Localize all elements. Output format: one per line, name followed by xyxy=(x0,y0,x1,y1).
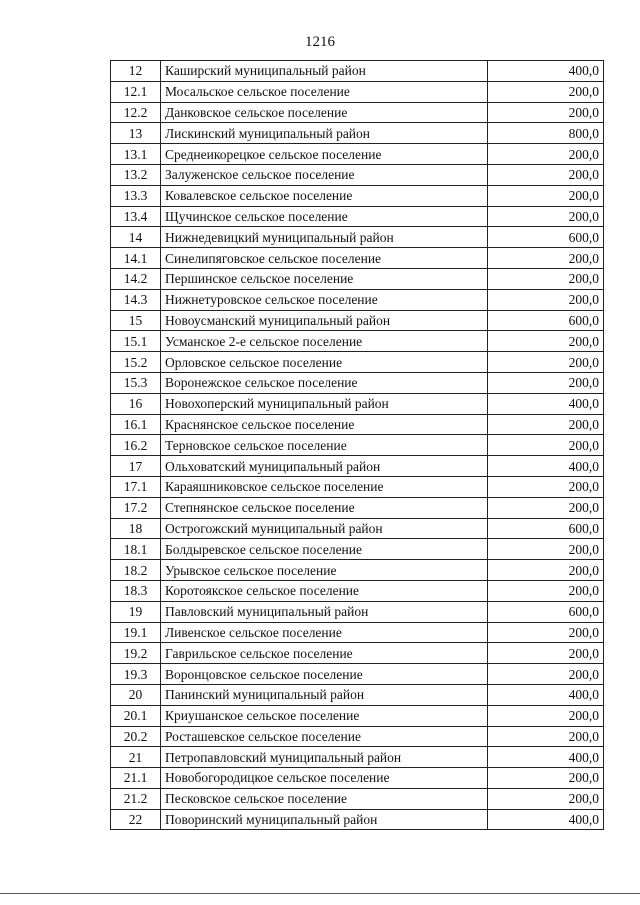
municipality-name-cell: Нижнедевицкий муниципальный район xyxy=(161,227,488,248)
table-row xyxy=(111,456,604,477)
amount-cell: 600,0 xyxy=(488,227,604,248)
municipality-name-cell: Краснянское сельское поселение xyxy=(161,414,488,435)
amount-cell: 400,0 xyxy=(488,456,604,477)
row-number-cell: 17.2 xyxy=(111,497,161,518)
municipality-name-cell: Новобогородицкое сельское поселение xyxy=(161,768,488,789)
table-row xyxy=(111,206,604,227)
row-number-cell: 15.1 xyxy=(111,331,161,352)
row-number-cell: 18 xyxy=(111,518,161,539)
municipality-name-cell: Орловское сельское поселение xyxy=(161,352,488,373)
municipality-name-cell: Болдыревское сельское поселение xyxy=(161,539,488,560)
row-number-cell: 13 xyxy=(111,123,161,144)
row-number-cell: 13.3 xyxy=(111,185,161,206)
municipality-name-cell: Залуженское сельское поселение xyxy=(161,164,488,185)
row-number-cell: 21 xyxy=(111,747,161,768)
table-row xyxy=(111,601,604,622)
amount-cell: 200,0 xyxy=(488,664,604,685)
municipality-name-cell: Поворинский муниципальный район xyxy=(161,809,488,830)
table-row xyxy=(111,372,604,393)
municipality-name-cell: Урывское сельское поселение xyxy=(161,560,488,581)
table-row xyxy=(111,393,604,414)
municipality-name-cell: Острогожский муниципальный район xyxy=(161,518,488,539)
table-row xyxy=(111,643,604,664)
amount-cell: 200,0 xyxy=(488,497,604,518)
row-number-cell: 16.1 xyxy=(111,414,161,435)
table-row xyxy=(111,102,604,123)
municipality-name-cell: Воронцовское сельское поселение xyxy=(161,664,488,685)
table-row xyxy=(111,539,604,560)
row-number-cell: 18.3 xyxy=(111,580,161,601)
table-row xyxy=(111,768,604,789)
table-row xyxy=(111,809,604,830)
municipality-name-cell: Криушанское сельское поселение xyxy=(161,705,488,726)
amount-cell: 600,0 xyxy=(488,601,604,622)
allocation-table xyxy=(110,60,604,830)
table-row xyxy=(111,476,604,497)
amount-cell: 800,0 xyxy=(488,123,604,144)
amount-cell: 200,0 xyxy=(488,414,604,435)
row-number-cell: 18.1 xyxy=(111,539,161,560)
row-number-cell: 19.3 xyxy=(111,664,161,685)
page-number: 1216 xyxy=(305,34,335,50)
row-number-cell: 21.1 xyxy=(111,768,161,789)
municipality-name-cell: Ливенское сельское поселение xyxy=(161,622,488,643)
municipality-name-cell: Гаврильское сельское поселение xyxy=(161,643,488,664)
row-number-cell: 14.2 xyxy=(111,268,161,289)
table-row xyxy=(111,310,604,331)
row-number-cell: 14.3 xyxy=(111,289,161,310)
amount-cell: 200,0 xyxy=(488,352,604,373)
row-number-cell: 13.4 xyxy=(111,206,161,227)
table-row xyxy=(111,726,604,747)
municipality-name-cell: Новохоперский муниципальный район xyxy=(161,393,488,414)
municipality-name-cell: Ковалевское сельское поселение xyxy=(161,185,488,206)
municipality-name-cell: Степнянское сельское поселение xyxy=(161,497,488,518)
amount-cell: 200,0 xyxy=(488,102,604,123)
amount-cell: 600,0 xyxy=(488,518,604,539)
row-number-cell: 15.2 xyxy=(111,352,161,373)
table-row xyxy=(111,414,604,435)
row-number-cell: 15 xyxy=(111,310,161,331)
amount-cell: 200,0 xyxy=(488,726,604,747)
table-row xyxy=(111,518,604,539)
municipality-name-cell: Данковское сельское поселение xyxy=(161,102,488,123)
municipality-name-cell: Першинское сельское поселение xyxy=(161,268,488,289)
amount-cell: 200,0 xyxy=(488,580,604,601)
municipality-name-cell: Караяшниковское сельское поселение xyxy=(161,476,488,497)
row-number-cell: 22 xyxy=(111,809,161,830)
row-number-cell: 12 xyxy=(111,61,161,82)
row-number-cell: 18.2 xyxy=(111,560,161,581)
amount-cell: 600,0 xyxy=(488,310,604,331)
table-row xyxy=(111,684,604,705)
amount-cell: 200,0 xyxy=(488,268,604,289)
row-number-cell: 12.1 xyxy=(111,81,161,102)
amount-cell: 400,0 xyxy=(488,393,604,414)
table-row xyxy=(111,352,604,373)
municipality-name-cell: Ольховатский муниципальный район xyxy=(161,456,488,477)
amount-cell: 200,0 xyxy=(488,435,604,456)
municipality-name-cell: Нижнетуровское сельское поселение xyxy=(161,289,488,310)
table-row xyxy=(111,268,604,289)
municipality-name-cell: Усманское 2-е сельское поселение xyxy=(161,331,488,352)
row-number-cell: 17 xyxy=(111,456,161,477)
amount-cell: 200,0 xyxy=(488,788,604,809)
amount-cell: 400,0 xyxy=(488,747,604,768)
row-number-cell: 17.1 xyxy=(111,476,161,497)
amount-cell: 200,0 xyxy=(488,331,604,352)
table-row xyxy=(111,747,604,768)
amount-cell: 200,0 xyxy=(488,539,604,560)
table-row xyxy=(111,248,604,269)
table-row xyxy=(111,497,604,518)
allocation-table-body xyxy=(111,61,604,830)
amount-cell: 200,0 xyxy=(488,289,604,310)
municipality-name-cell: Мосальское сельское поселение xyxy=(161,81,488,102)
municipality-name-cell: Щучинское сельское поселение xyxy=(161,206,488,227)
amount-cell: 200,0 xyxy=(488,81,604,102)
row-number-cell: 14.1 xyxy=(111,248,161,269)
municipality-name-cell: Среднеикорецкое сельское поселение xyxy=(161,144,488,165)
amount-cell: 200,0 xyxy=(488,705,604,726)
table-row xyxy=(111,331,604,352)
table-row xyxy=(111,185,604,206)
amount-cell: 200,0 xyxy=(488,768,604,789)
amount-cell: 200,0 xyxy=(488,643,604,664)
municipality-name-cell: Воронежское сельское поселение xyxy=(161,372,488,393)
row-number-cell: 20.1 xyxy=(111,705,161,726)
amount-cell: 200,0 xyxy=(488,248,604,269)
table-row xyxy=(111,622,604,643)
table-row xyxy=(111,705,604,726)
row-number-cell: 15.3 xyxy=(111,372,161,393)
municipality-name-cell: Павловский муниципальный район xyxy=(161,601,488,622)
table-row xyxy=(111,81,604,102)
table-row xyxy=(111,664,604,685)
municipality-name-cell: Каширский муниципальный район xyxy=(161,61,488,82)
amount-cell: 200,0 xyxy=(488,560,604,581)
bottom-divider xyxy=(0,893,640,894)
amount-cell: 200,0 xyxy=(488,144,604,165)
municipality-name-cell: Росташевское сельское поселение xyxy=(161,726,488,747)
table-row xyxy=(111,144,604,165)
row-number-cell: 13.1 xyxy=(111,144,161,165)
amount-cell: 200,0 xyxy=(488,372,604,393)
amount-cell: 200,0 xyxy=(488,206,604,227)
municipality-name-cell: Песковское сельское поселение xyxy=(161,788,488,809)
amount-cell: 200,0 xyxy=(488,622,604,643)
amount-cell: 400,0 xyxy=(488,809,604,830)
amount-cell: 200,0 xyxy=(488,476,604,497)
municipality-name-cell: Петропавловский муниципальный район xyxy=(161,747,488,768)
table-row xyxy=(111,227,604,248)
row-number-cell: 19.1 xyxy=(111,622,161,643)
row-number-cell: 13.2 xyxy=(111,164,161,185)
row-number-cell: 20 xyxy=(111,684,161,705)
row-number-cell: 21.2 xyxy=(111,788,161,809)
table-row xyxy=(111,580,604,601)
municipality-name-cell: Синелипяговское сельское поселение xyxy=(161,248,488,269)
table-row xyxy=(111,289,604,310)
row-number-cell: 14 xyxy=(111,227,161,248)
amount-cell: 400,0 xyxy=(488,61,604,82)
municipality-name-cell: Терновское сельское поселение xyxy=(161,435,488,456)
amount-cell: 200,0 xyxy=(488,164,604,185)
municipality-name-cell: Коротоякское сельское поселение xyxy=(161,580,488,601)
table-row xyxy=(111,435,604,456)
municipality-name-cell: Новоусманский муниципальный район xyxy=(161,310,488,331)
row-number-cell: 16.2 xyxy=(111,435,161,456)
table-row xyxy=(111,164,604,185)
row-number-cell: 16 xyxy=(111,393,161,414)
table-row xyxy=(111,123,604,144)
municipality-name-cell: Панинский муниципальный район xyxy=(161,684,488,705)
row-number-cell: 12.2 xyxy=(111,102,161,123)
municipality-name-cell: Лискинский муниципальный район xyxy=(161,123,488,144)
amount-cell: 200,0 xyxy=(488,185,604,206)
row-number-cell: 20.2 xyxy=(111,726,161,747)
amount-cell: 400,0 xyxy=(488,684,604,705)
row-number-cell: 19 xyxy=(111,601,161,622)
table-row xyxy=(111,61,604,82)
row-number-cell: 19.2 xyxy=(111,643,161,664)
table-row xyxy=(111,560,604,581)
table-row xyxy=(111,788,604,809)
